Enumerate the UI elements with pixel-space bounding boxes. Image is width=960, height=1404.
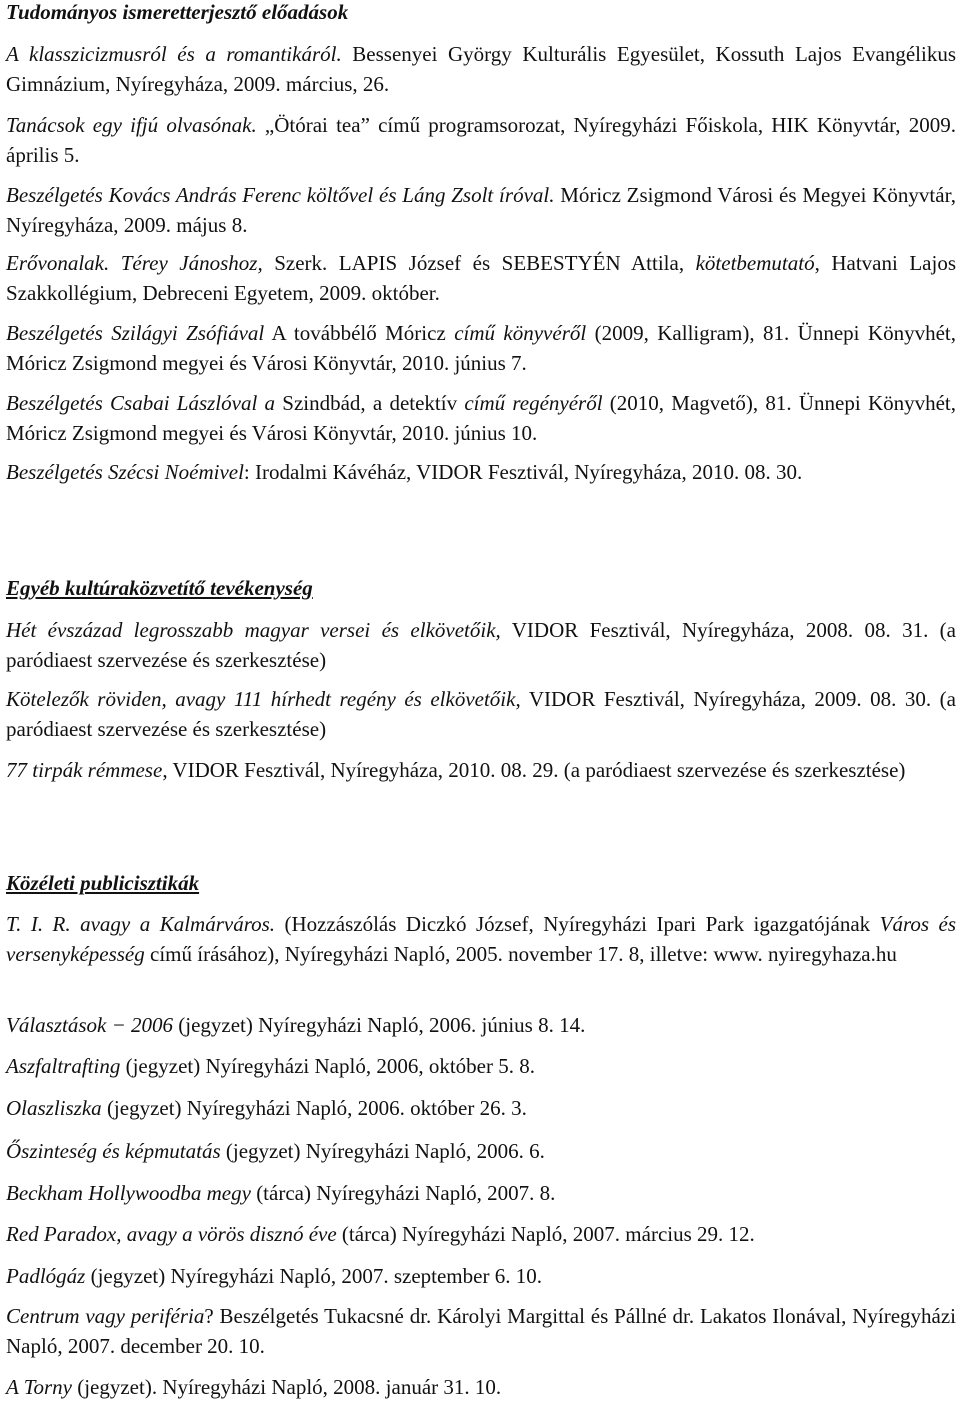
entry-lecture-3: Beszélgetés Kovács András Ferenc költővel és Láng Zsolt íróval. Móricz Zsigmond Városi és Megyei Könyvtár, Nyíregyháza, 2009. május 8. <box>6 183 956 237</box>
entry-publicistics-8: Padlógáz (jegyzet) Nyíregyházi Napló, 2007. szeptember 6. 10. <box>6 1264 542 1288</box>
entry-lecture-7: Beszélgetés Szécsi Noémivel: Irodalmi Kávéház, VIDOR Fesztivál, Nyíregyháza, 2010. 08. 30. <box>6 460 803 484</box>
entry-publicistics-10: A Torny (jegyzet). Nyíregyházi Napló, 2008. január 31. 10. <box>6 1375 502 1399</box>
entry-culture-1: Hét évszázad legrosszabb magyar versei és elkövetőik, VIDOR Fesztivál, Nyíregyháza, 2008. 08. 31. (a paródiaest szervezése és szerkesztése) <box>6 618 956 672</box>
section-heading-publicistics: Közéleti publicisztikák <box>6 871 200 895</box>
entry-publicistics-4: Olaszliszka (jegyzet) Nyíregyházi Napló, 2006. október 26. 3. <box>6 1096 527 1120</box>
entry-publicistics-7: Red Paradox, avagy a vörös disznó éve (tárca) Nyíregyházi Napló, 2007. március 29. 12. <box>6 1222 755 1246</box>
entry-publicistics-1: T. I. R. avagy a Kalmárváros. (Hozzászólás Diczkó József, Nyíregyházi Ipari Park igazgatójának Város és versenyképesség című írásához), Nyíregyházi Napló, 2005. november 17. 8, illetve: www. nyiregyhaza.hu <box>6 912 956 966</box>
entry-lecture-1: A klasszicizmusról és a romantikáról. Bessenyei György Kulturális Egyesület, Kossuth Lajos Evangélikus Gimnázium, Nyíregyháza, 2009. március, 26. <box>6 42 956 96</box>
entry-publicistics-2: Választások − 2006 (jegyzet) Nyíregyházi Napló, 2006. június 8. 14. <box>6 1013 586 1037</box>
entry-publicistics-9: Centrum vagy periféria? Beszélgetés Tukacsné dr. Károlyi Margittal és Pállné dr. Lakatos Ilonával, Nyíregyházi Napló, 2007. december 20. 10. <box>6 1304 956 1358</box>
entry-culture-2: Kötelezők röviden, avagy 111 hírhedt regény és elkövetőik, VIDOR Fesztivál, Nyíregyháza, 2009. 08. 30. (a paródiaest szervezése és szerkesztése) <box>6 687 956 741</box>
entry-publicistics-6: Beckham Hollywoodba megy (tárca) Nyíregyházi Napló, 2007. 8. <box>6 1181 556 1205</box>
entry-lecture-5: Beszélgetés Szilágyi Zsófiával A továbbélő Móricz című könyvéről (2009, Kalligram), 81. Ünnepi Könyvhét, Móricz Zsigmond megyei és Városi Könyvtár, 2010. június 7. <box>6 321 956 375</box>
section-heading-culture: Egyéb kultúraközvetítő tevékenység <box>6 576 313 600</box>
entry-publicistics-3: Aszfaltrafting (jegyzet) Nyíregyházi Napló, 2006, október 5. 8. <box>6 1054 535 1078</box>
entry-lecture-4: Erővonalak. Térey Jánoshoz, Szerk. LAPIS József és SEBESTYÉN Attila, kötetbemutató, Hatvani Lajos Szakkollégium, Debreceni Egyetem, 2009. október. <box>6 251 956 305</box>
entry-lecture-2: Tanácsok egy ifjú olvasónak. „Ötórai tea” című programsorozat, Nyíregyházi Főiskola, HIK Könyvtár, 2009. április 5. <box>6 113 957 167</box>
entry-publicistics-5: Őszinteség és képmutatás (jegyzet) Nyíregyházi Napló, 2006. 6. <box>6 1139 545 1163</box>
entry-culture-3: 77 tirpák rémmese, VIDOR Fesztivál, Nyíregyháza, 2010. 08. 29. (a paródiaest szervezése és szerkesztése) <box>6 758 906 782</box>
entry-lecture-6: Beszélgetés Csabai Lászlóval a Szindbád, a detektív című regényéről (2010, Magvető), 81. Ünnepi Könyvhét, Móricz Zsigmond megyei és Városi Könyvtár, 2010. június 10. <box>6 391 957 445</box>
section-heading-lectures: Tudományos ismeretterjesztő előadások <box>6 0 349 24</box>
